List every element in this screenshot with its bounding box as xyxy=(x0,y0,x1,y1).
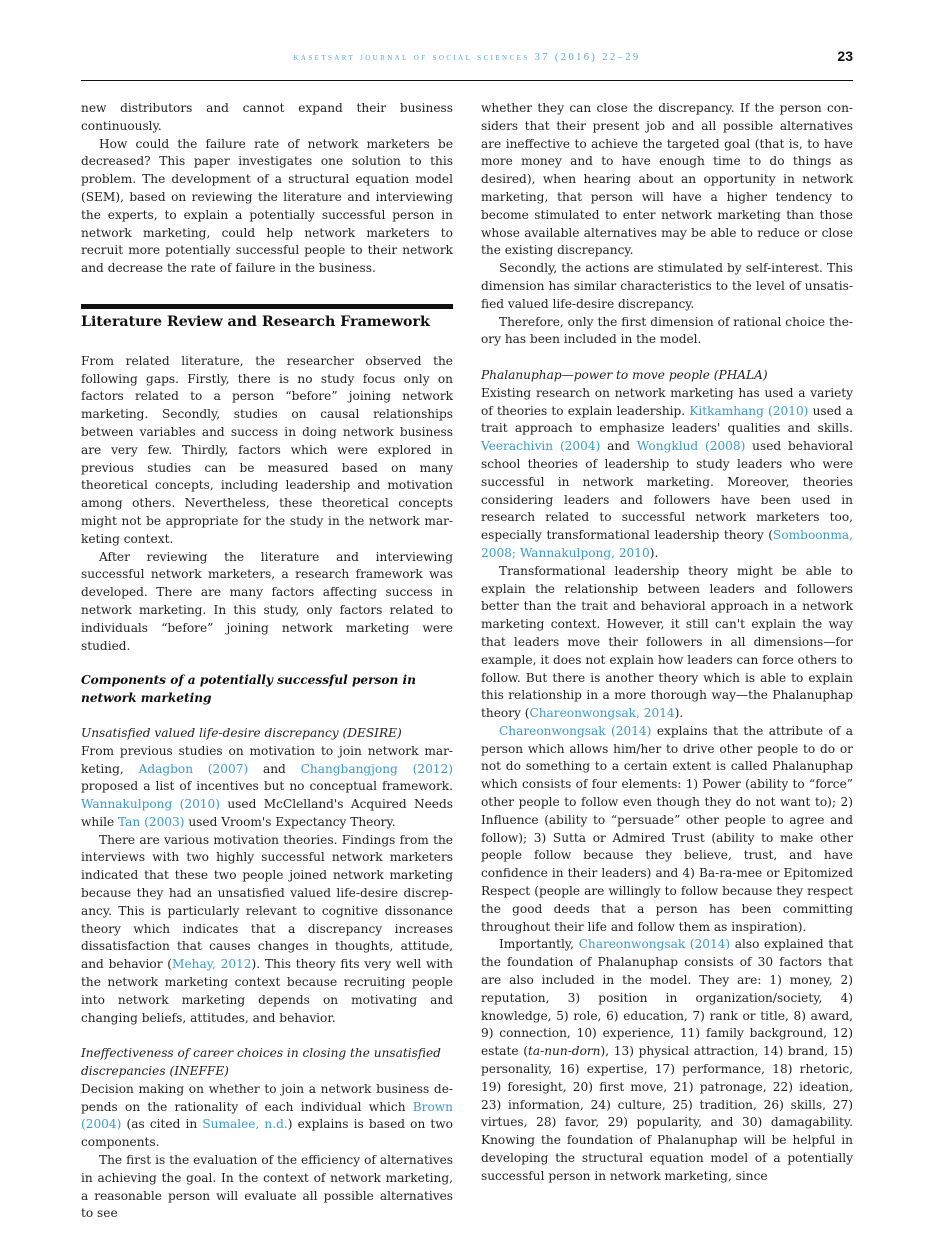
text: ), 13) physical attraction, 14) brand, 15) personality, 16) expertise, 17) performance, 18) rhetoric, 19) foresight, 20) first move, 21) patronage, 22) ideation, 23) information, 24) culture, 25) tradition, 26) skills, 27) virtues, 28) favor, 29) popularity, and 30) damagability. Knowing the foundation of Phalanuphap will be helpful in developing the structural equation model of a potentially successful person in network marketing, since xyxy=(481,1044,853,1183)
citation-link[interactable]: Chareonwongsak (2014) xyxy=(578,937,731,952)
subsection-title: Components of a potentially successful person in network marketing xyxy=(81,673,416,706)
citation-link[interactable]: Wannakulpong (2010) xyxy=(81,797,220,812)
paragraph xyxy=(481,563,853,723)
subsubsection-title-desire: Unsatisfied valued life-desire discrepancy (DESIRE) xyxy=(81,725,402,740)
text: used Vroom's Expectancy Theory. xyxy=(184,814,396,829)
subsubsection-title-ineffe: Ineffectiveness of career choices in closing the unsatisfied discrepancies (INEFFE) xyxy=(81,1046,441,1079)
paragraph: whether they can close the discrepancy. If the person considers that their present job and all possible alternatives are ineffective to achieve the targeted goal (that is, to have more money and to have enough time to do things as desired), when hearing about an opportunity in network marketing, that person will have a higher tendency to become stimulated to enter network marketing than those whose available alternatives may be able to reduce or close the existing discrepancy. xyxy=(481,101,853,258)
journal-title: kasetsart journal of social sciences 37 (2016) 22–29 xyxy=(293,52,641,63)
text: used behavioral school theories of leadership to study leaders who were successful in network marketing. Moreover, theories considering leaders and followers have been used in research related to successful network marketers too, especially transformational leadership theory ( xyxy=(481,439,853,543)
text: Transformational leadership theory might be able to explain the relationship between leaders and followers better than the trait and behavioral approach in a network marketing context. However, it still can't explain the way that leaders move their followers in all dimensions—for example, it does not explain how leaders can force others to follow. But there is another theory which is able to explain this relationship in a more thorough way—the Phalanuphap theory ( xyxy=(481,563,853,721)
text: and xyxy=(600,439,637,454)
section-rule xyxy=(81,304,453,309)
section-title: Literature Review and Research Framework xyxy=(81,313,430,330)
text: ) explains is based on two components. xyxy=(81,1117,453,1150)
citation-link[interactable]: Kitkamhang (2010) xyxy=(689,403,809,418)
citation-link[interactable]: Mehay, 2012 xyxy=(172,957,252,972)
spacer xyxy=(81,1027,453,1045)
text: used a trait approach to emphasize leaders' qualities and skills. xyxy=(481,403,853,436)
paragraph xyxy=(81,832,453,1028)
text: From previous studies on motivation to join network marketing, xyxy=(81,743,453,776)
page-number: 23 xyxy=(837,48,853,64)
paragraph: Therefore, only the first dimension of rational choice theory has been included in the model. xyxy=(481,314,853,347)
citation-link[interactable]: Veerachivin (2004) xyxy=(481,439,601,454)
text: ). This theory fits very well with the network marketing context because recruiting people into network marketing depends on motivating and changing beliefs, attitudes, and behavior. xyxy=(81,957,453,1025)
text: There are various motivation theories. Findings from the interviews with two highly successful network marketers indicated that these two people joined network marketing because they had an unsatisfied valued life-desire discrepancy. This is particularly relevant to cognitive dissonance theory which indicates that a discrepancy increases dissatisfaction that causes changes in thoughts, attitude, and behavior ( xyxy=(81,832,453,972)
paragraph: From related literature, the researcher observed the following gaps. Firstly, there is no study focus only on factors related to a person “before” joining network marketing. Secondly, studies on causal relationships between variables and success in doing network business are very few. Thirdly, factors which were explored in previous studies can be measured based on many theoretical concepts, including leadership and motivation among others. Nevertheless, these theoretical concepts might not be appropriate for the study in the network marketing context. xyxy=(81,353,453,546)
paragraph: How could the failure rate of network marketers be decreased? This paper investigates one solution to this problem. The development of a structural equation model (SEM), based on reviewing the literature and interviewing the experts, to explain a potentially successful person in network marketing, could help network marketers to recruit more potentially successful people to their network and decrease the rate of failure in the business. xyxy=(81,136,453,276)
running-header xyxy=(81,46,853,81)
text: used McClelland's Acquired Needs while xyxy=(81,797,453,829)
text: and xyxy=(248,761,301,776)
paragraph xyxy=(81,1081,453,1152)
paragraph xyxy=(481,723,853,937)
italic-term: ta-nun-dorn xyxy=(528,1044,601,1059)
paragraph: After reviewing the literature and interviewing successful network marketers, a research framework was developed. There are many factors affecting success in network marketing. In this study, only factors related to individuals “before” joining network marketing were studied. xyxy=(81,549,453,653)
citation-link[interactable]: Brown (2004) xyxy=(81,1099,453,1132)
spacer xyxy=(481,349,853,367)
text: Decision making on whether to join a network business depends on the rationality of each individual which xyxy=(81,1081,453,1114)
text: proposed a list of incentives but no conceptual framework. xyxy=(81,779,453,794)
text: ). xyxy=(649,545,659,560)
subsubsection-title-phala: Phalanuphap—power to move people (PHALA) xyxy=(481,367,768,382)
paragraph xyxy=(481,936,853,1185)
paragraph: Secondly, the actions are stimulated by self-interest. This dimension has similar characteristics to the level of unsatisfied valued life-desire discrepancy. xyxy=(481,261,853,311)
citation-link[interactable]: Tan (2003) xyxy=(118,814,185,829)
text: (as cited in xyxy=(121,1117,203,1132)
right-column xyxy=(481,100,853,1186)
citation-link[interactable]: Chareonwongsak (2014) xyxy=(499,723,652,738)
paragraph xyxy=(81,743,453,832)
left-column xyxy=(81,100,453,1223)
citation-link[interactable]: Wongklud (2008) xyxy=(636,439,746,454)
text: ). xyxy=(674,706,684,721)
citation-link[interactable]: Sumalee, n.d. xyxy=(202,1117,288,1132)
citation-link[interactable]: Chareonwongsak, 2014 xyxy=(529,706,675,721)
paragraph: new distributors and cannot expand their business continuously. xyxy=(81,101,453,133)
text: also explained that the foundation of Phalanuphap consists of 30 factors that are also included in the model. They are: 1) money, 2) reputation, 3) position in organization/society, 4) knowledge, 5) role, 6) education, 7) rank or title, 8) award, 9) connection, 10) experience, 11) family background, 12) estate ( xyxy=(481,937,854,1059)
citation-link[interactable]: Adagbon (2007) xyxy=(138,761,249,776)
text: Importantly, xyxy=(499,937,579,952)
text: explains that the attribute of a person which allows him/her to drive other people to do or not do something to a certain extent is called Phalanuphap which consists of four elements: 1) Power (ability to “force” other people to follow even though they do not want to); 2) Influence (ability to “persuade” other people to agree and follow); 3) Sutta or Admired Trust (ability to make other people follow because they believe, trust, and have confidence in their leaders) and 4) Ba-ra-mee or Epitomized Respect (people are willingly to follow because they respect the good deeds that a person has been committing throughout their life and follow them as inspiration). xyxy=(481,723,854,934)
paragraph: The first is the evaluation of the efficiency of alternatives in achieving the goal. In the context of network marketing, a reasonable person will evaluate all possible alternatives to see xyxy=(81,1153,453,1221)
paragraph xyxy=(481,385,853,563)
citation-link[interactable]: Changbangjong (2012) xyxy=(300,761,453,776)
citation-link[interactable]: Somboonma, 2008; Wannakulpong, 2010 xyxy=(481,528,853,560)
text: Existing research on network marketing has used a variety of theories to explain leadership. xyxy=(481,385,853,418)
